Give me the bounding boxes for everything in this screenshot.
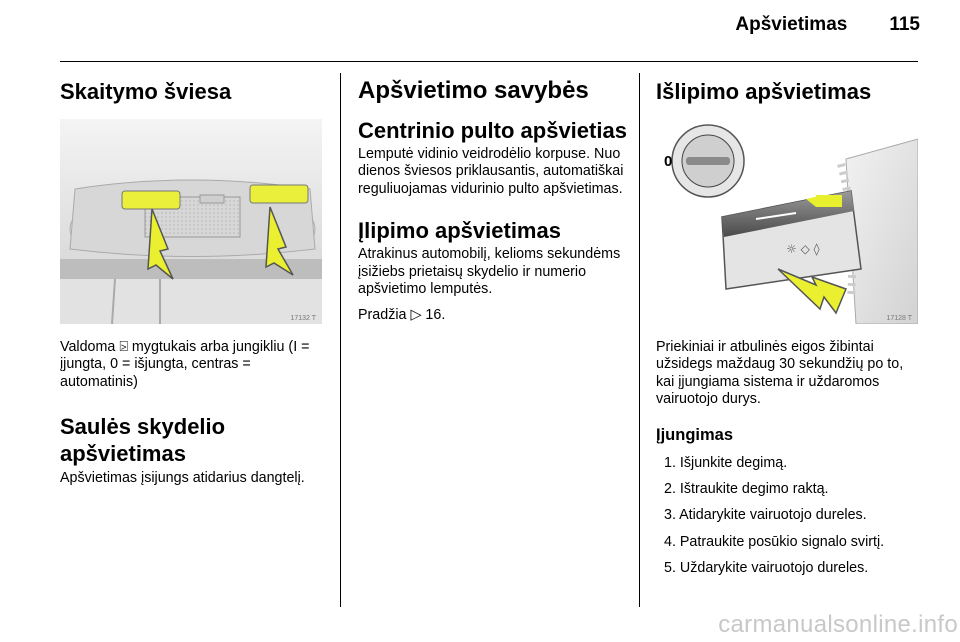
console-light-text: Lemputė vidinio veidrodėlio korpuse. Nuo dienos šviesos priklausantis, automatiškai reguliuojamas vidurinio pulto apšvietimas. bbox=[358, 146, 624, 197]
column-lighting-features bbox=[358, 74, 628, 325]
watermark: carmanualsonline.info bbox=[718, 611, 958, 638]
sun-visor-text: Apšvietimas įsijungs atidarius dangtelį. bbox=[60, 470, 305, 487]
page-header bbox=[735, 14, 920, 36]
figure-callout-label: 0 bbox=[664, 153, 673, 170]
section-title-lighting-features: Apšvietimo savybės bbox=[358, 77, 589, 104]
list-item: 2. Ištraukite degimo raktą. bbox=[664, 481, 829, 498]
column-exit-lighting bbox=[656, 74, 920, 587]
reading-light-figure bbox=[60, 119, 322, 324]
section-title-exit-lighting: Išlipimo apšvietimas bbox=[656, 79, 872, 104]
list-item: 3. Atidarykite vairuotojo dureles. bbox=[664, 507, 867, 524]
subsection-title-console-light: Centrinio pulto apšvietias bbox=[358, 118, 627, 143]
turn-signal-lever-illustration bbox=[656, 119, 918, 324]
column-divider-2 bbox=[639, 73, 640, 607]
subsection-title-entry-light: Įlipimo apšvietimas bbox=[358, 218, 561, 244]
header-divider bbox=[60, 61, 918, 62]
subsection-title-activation: Įjungimas bbox=[656, 425, 734, 444]
list-item: 1. Išjunkite degimą. bbox=[664, 454, 788, 471]
reading-light-illustration bbox=[60, 119, 322, 324]
figure-code: 17128 T bbox=[886, 315, 912, 322]
section-title-sun-visor: Saulės skydelio apšvietimas bbox=[60, 414, 226, 467]
entry-light-reference: Pradžia ▷ 16. bbox=[358, 307, 446, 324]
section-title-reading-light: Skaitymo šviesa bbox=[60, 79, 232, 104]
exit-lighting-figure bbox=[656, 119, 918, 324]
list-item: 4. Patraukite posūkio signalo svirtį. bbox=[664, 533, 885, 550]
svg-text:☼ ◇ ◊: ☼ ◇ ◊ bbox=[786, 242, 820, 256]
entry-light-text: Atrakinus automobilį, kelioms sekundėms įsižiebs prietaisų skydelio ir numerio apšvietimo lemputės. bbox=[358, 246, 621, 298]
column-reading-light bbox=[60, 74, 322, 488]
reading-light-text: Valdoma ⍄ mygtukais arba jungikliu (I = įjungta, 0 = išjungta, centras = automatinis) bbox=[60, 339, 310, 390]
page-number: 115 bbox=[889, 14, 920, 35]
header-title: Apšvietimas bbox=[735, 14, 848, 35]
column-divider-1 bbox=[340, 73, 341, 607]
activation-steps bbox=[656, 455, 920, 578]
exit-lighting-text: Priekiniai ir atbulinės eigos žibintai užsidegs maždaug 30 sekundžių po to, kai įjungiama sistema ir uždaromos vairuotojo durys. bbox=[656, 339, 904, 408]
figure-code: 17132 T bbox=[290, 315, 316, 322]
list-item: 5. Uždarykite vairuotojo dureles. bbox=[664, 560, 869, 577]
